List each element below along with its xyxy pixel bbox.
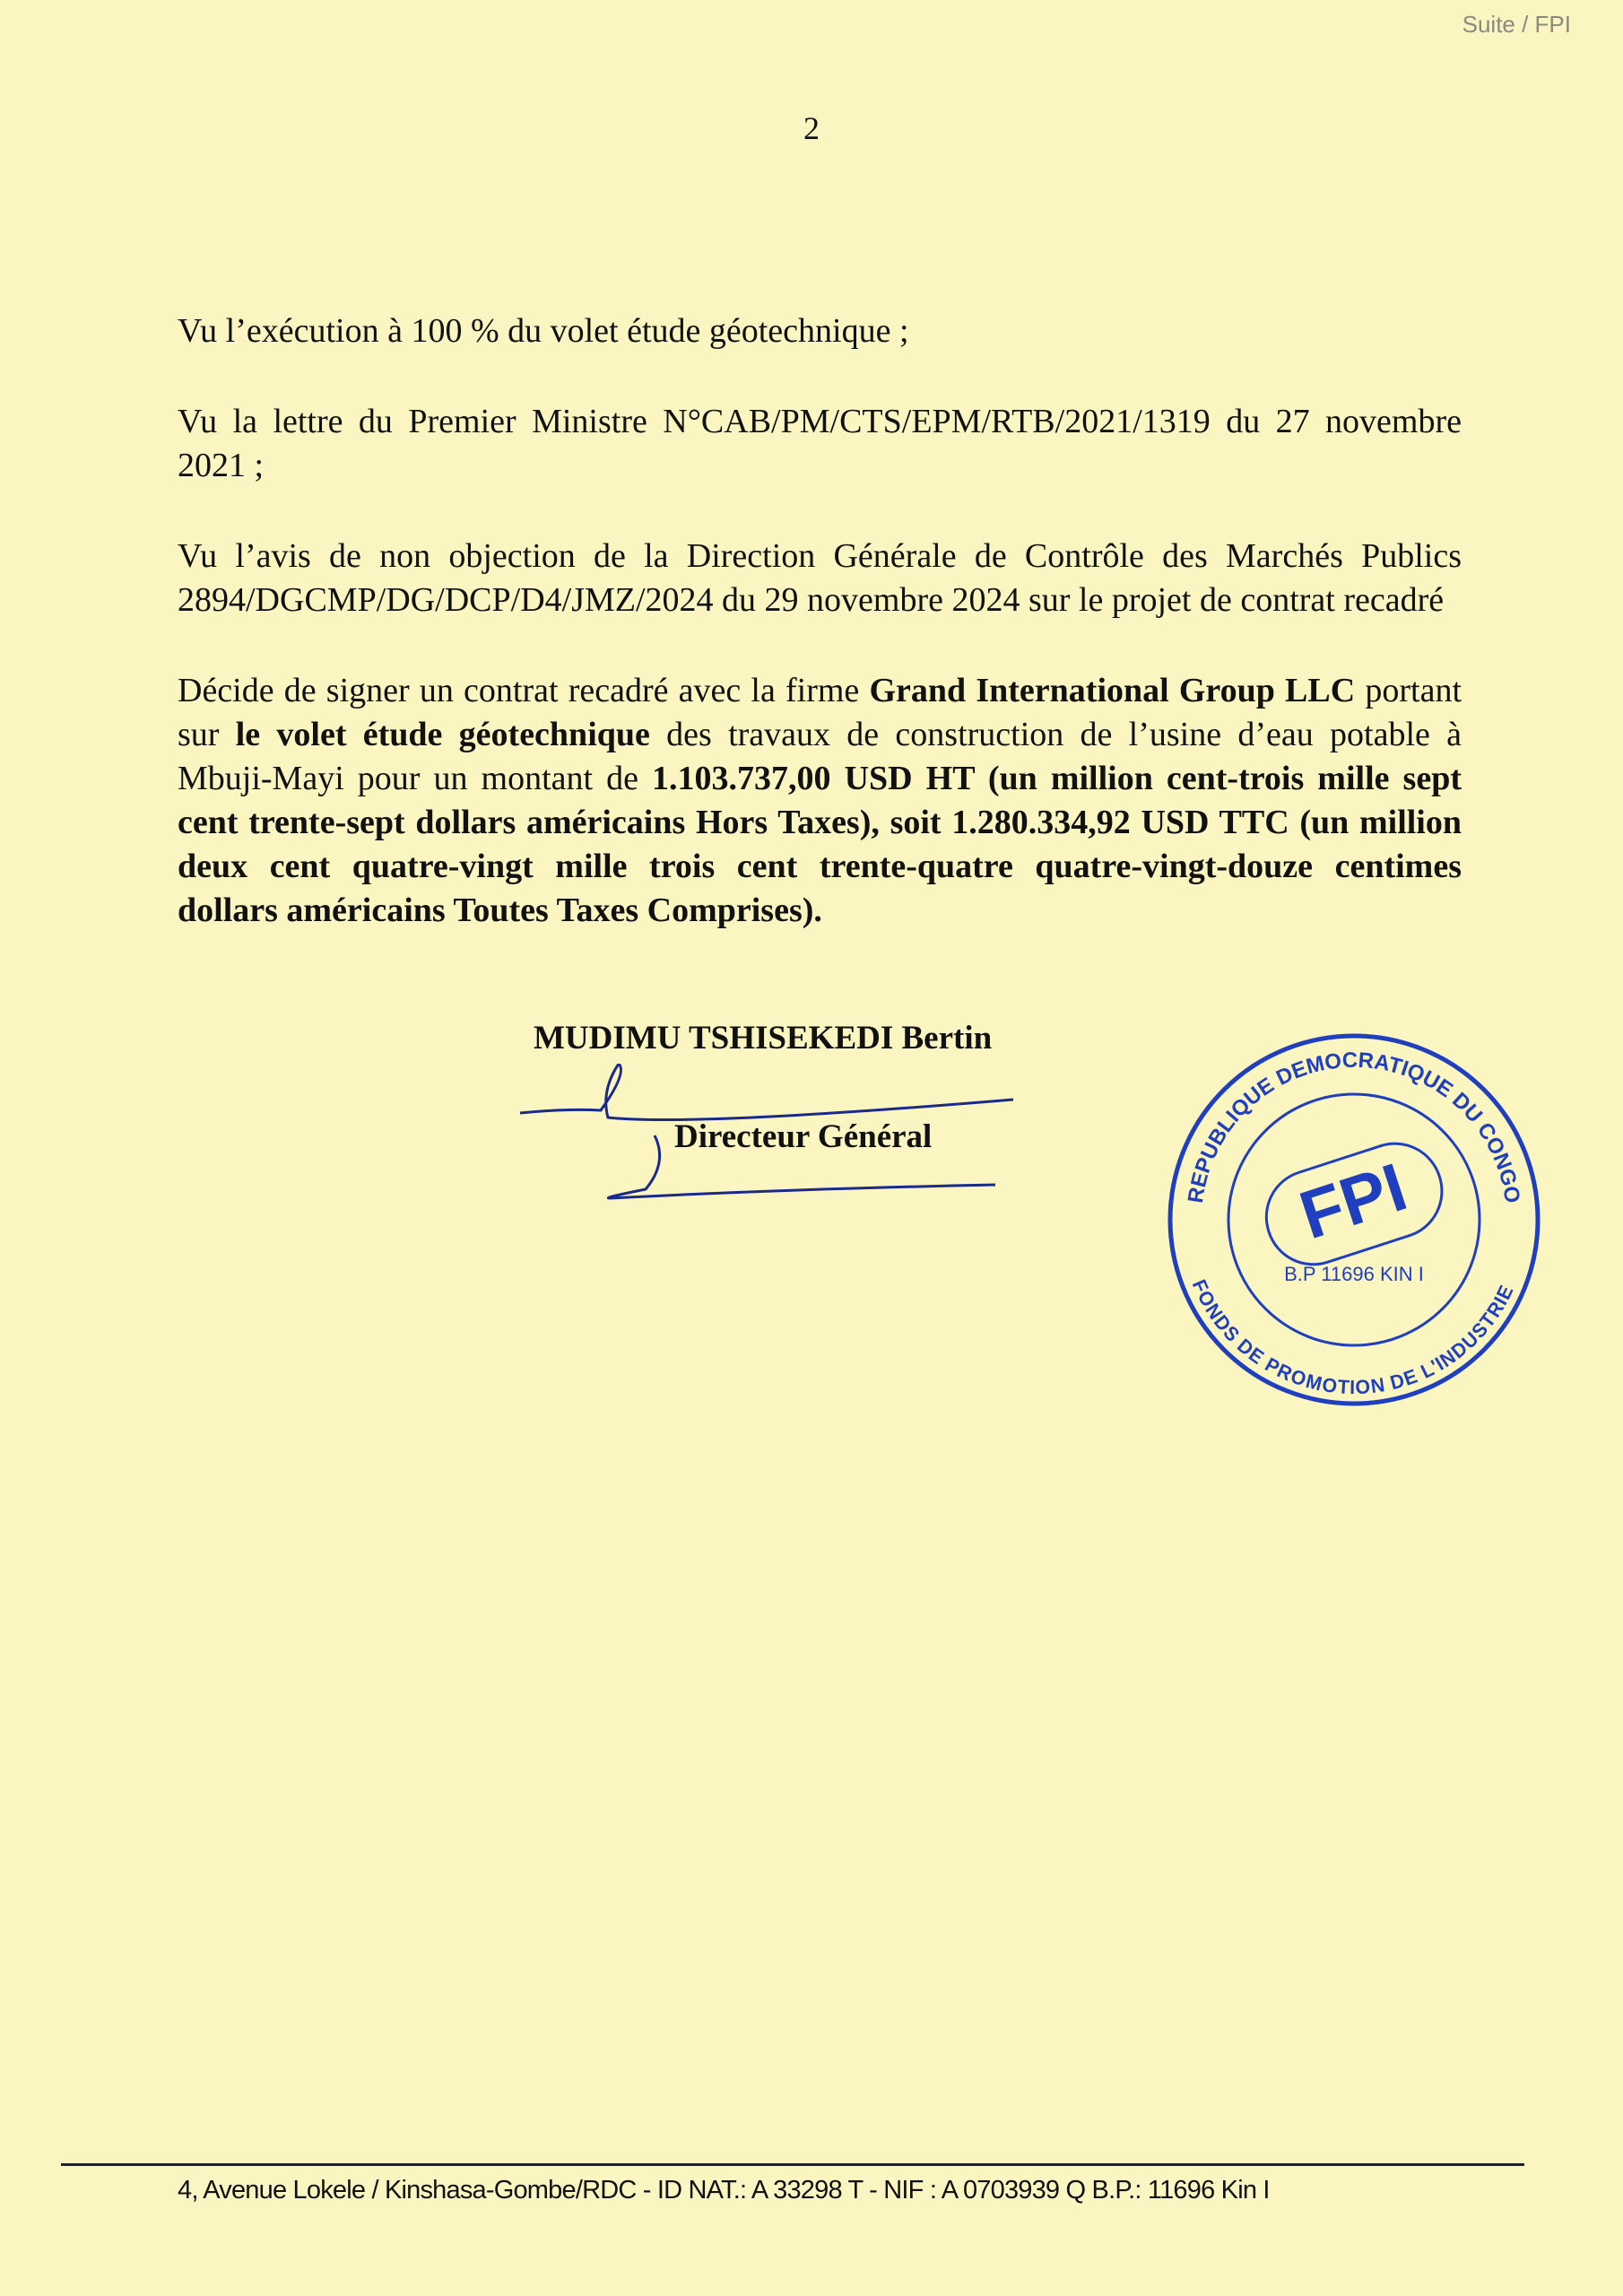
stamp-bottom-text: FONDS DE PROMOTION DE L'INDUSTRIE bbox=[1187, 1275, 1518, 1399]
decision-text: des travaux de construction de l’usine d’eau potable à Mbuji-Mayi pour un montant de bbox=[178, 716, 1462, 797]
svg-text:FONDS DE PROMOTION DE L'INDUST bbox=[1188, 1276, 1518, 1398]
volet-name: le volet étude géotechnique bbox=[235, 716, 650, 753]
stamp-logo: FPI bbox=[1290, 1148, 1416, 1255]
amount-text: 1.103.737,00 USD HT (un million cent-trois mille sept cent trente-sept dollars américains Hors Taxes), soit 1.280.334,92 USD TTC (un million deux cent quatre-vingt mille trois cent trente-quatre quatre-vingt-douze centimes dollars américains Toutes Taxes Comprises). bbox=[178, 760, 1462, 929]
suite-label: Suite / FPI bbox=[1462, 11, 1571, 38]
fpi-stamp bbox=[1166, 1031, 1542, 1408]
footer-divider bbox=[61, 2163, 1524, 2166]
page-number: 2 bbox=[803, 110, 820, 146]
paragraph-execution: Vu l’exécution à 100 % du volet étude géotechnique ; bbox=[178, 312, 909, 350]
paragraph-decision bbox=[178, 669, 1462, 933]
signatory-name: MUDIMU TSHISEKEDI Bertin bbox=[534, 1020, 993, 1057]
paragraph-lettre: Vu la lettre du Premier Ministre N°CAB/PM/CTS/EPM/RTB/2021/1319 du 27 novembre 2021 ; bbox=[178, 403, 1462, 484]
footer-address: 4, Avenue Lokele / Kinshasa-Gombe/RDC - ID NAT.: A 33298 T - NIF : A 0703939 Q B.P.: 11696 Kin I bbox=[178, 2176, 1270, 2205]
paragraph-avis: Vu l’avis de non objection de la Direction Générale de Contrôle des Marchés Publics 2894/DGCMP/DG/DCP/D4/JMZ/2024 du 29 novembre 2024 sur le projet de contrat recadré bbox=[178, 537, 1462, 619]
signatory-title: Directeur Général bbox=[674, 1118, 933, 1155]
stamp-top-text: REPUBLIQUE DEMOCRATIQUE DU CONGO bbox=[1183, 1048, 1525, 1205]
decision-text: portant sur bbox=[178, 672, 1462, 753]
stamp-bp: B.P 11696 KIN I bbox=[1284, 1263, 1424, 1285]
decision-text: Décide de signer un contrat recadré avec la firme bbox=[178, 672, 870, 709]
firm-name: Grand International Group LLC bbox=[869, 672, 1356, 709]
